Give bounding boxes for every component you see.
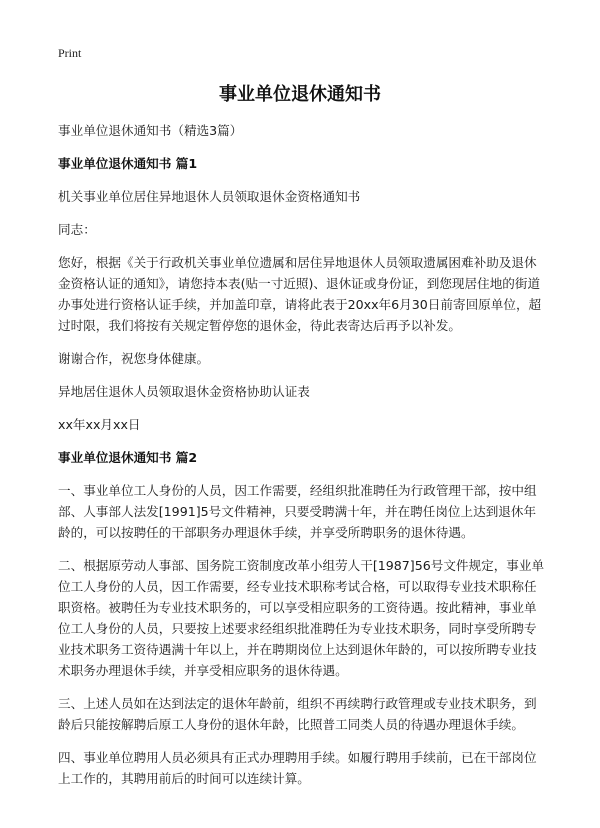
paragraph: 一、事业单位工人身份的人员，因工作需要，经组织批准聘任为行政管理干部，按中组部、人事部人法发[1991]5号文件精神，只要受聘满十年，并在聘任岗位上达到退休年龄的，可以按聘任的干部职务办理退休手续，并享受所聘职务的退休待遇。	[58, 483, 537, 540]
paragraph: 三、上述人员如在达到法定的退休年龄前，组织不再续聘行政管理或专业技术职务，到龄后只能按解聘后原工人身份的退休年龄，比照普工同类人员的待遇办理退休手续。	[58, 696, 537, 732]
paragraph: 您好，根据《关于行政机关事业单位遗属和居住异地退休人员领取遗属困难补助及退休金资格认证的通知》，请您持本表(贴一寸近照)、退休证或身份证，到您现居住地的街道办事处进行资格认证手续，并加盖印章，请将此表于20xx年6月30日前寄回原单位，超过时限，我们将按有关规定暂停您的退休金，待此表寄达后再予以补发。	[58, 255, 542, 333]
document-title: 事业单位退休通知书	[219, 84, 381, 105]
paragraph: 谢谢合作，祝您身体健康。	[58, 351, 210, 366]
paragraph: 四、事业单位聘用人员必须具有正式办理聘用手续。如履行聘用手续前，已在干部岗位上工作的，其聘用前后的时间可以连续计算。	[58, 750, 537, 786]
document-body	[58, 120, 548, 789]
print-label: Print	[58, 46, 82, 60]
date-line: xx年xx月xx日	[58, 417, 141, 432]
paragraph: 异地居住退休人员领取退休金资格协助认证表	[58, 384, 310, 399]
section-heading-2: 事业单位退休通知书 篇2	[58, 450, 198, 465]
paragraph: 机关事业单位居住异地退休人员领取退休金资格通知书	[58, 189, 361, 204]
section-heading-1: 事业单位退休通知书 篇1	[58, 156, 198, 171]
paragraph: 同志：	[58, 222, 96, 237]
subtitle-line: 事业单位退休通知书（精选3篇）	[58, 123, 243, 138]
paragraph: 二、根据原劳动人事部、国务院工资制度改革小组劳人干[1987]56号文件规定，事业单位工人身份的人员，因工作需要，经专业技术职称考试合格，可以取得专业技术职称任职资格。被聘任为专业技术职务的，可以享受相应职务的工资待遇。按此精神，事业单位工人身份的人员，只要按上述要求经组织批准聘任为专业技术职务，同时享受所聘专业技术职务工资待遇满十年以上，并在聘期岗位上达到退休年龄的，可以按所聘专业技术职务办理退休手续，并享受相应职务的退休待遇。	[58, 558, 545, 678]
